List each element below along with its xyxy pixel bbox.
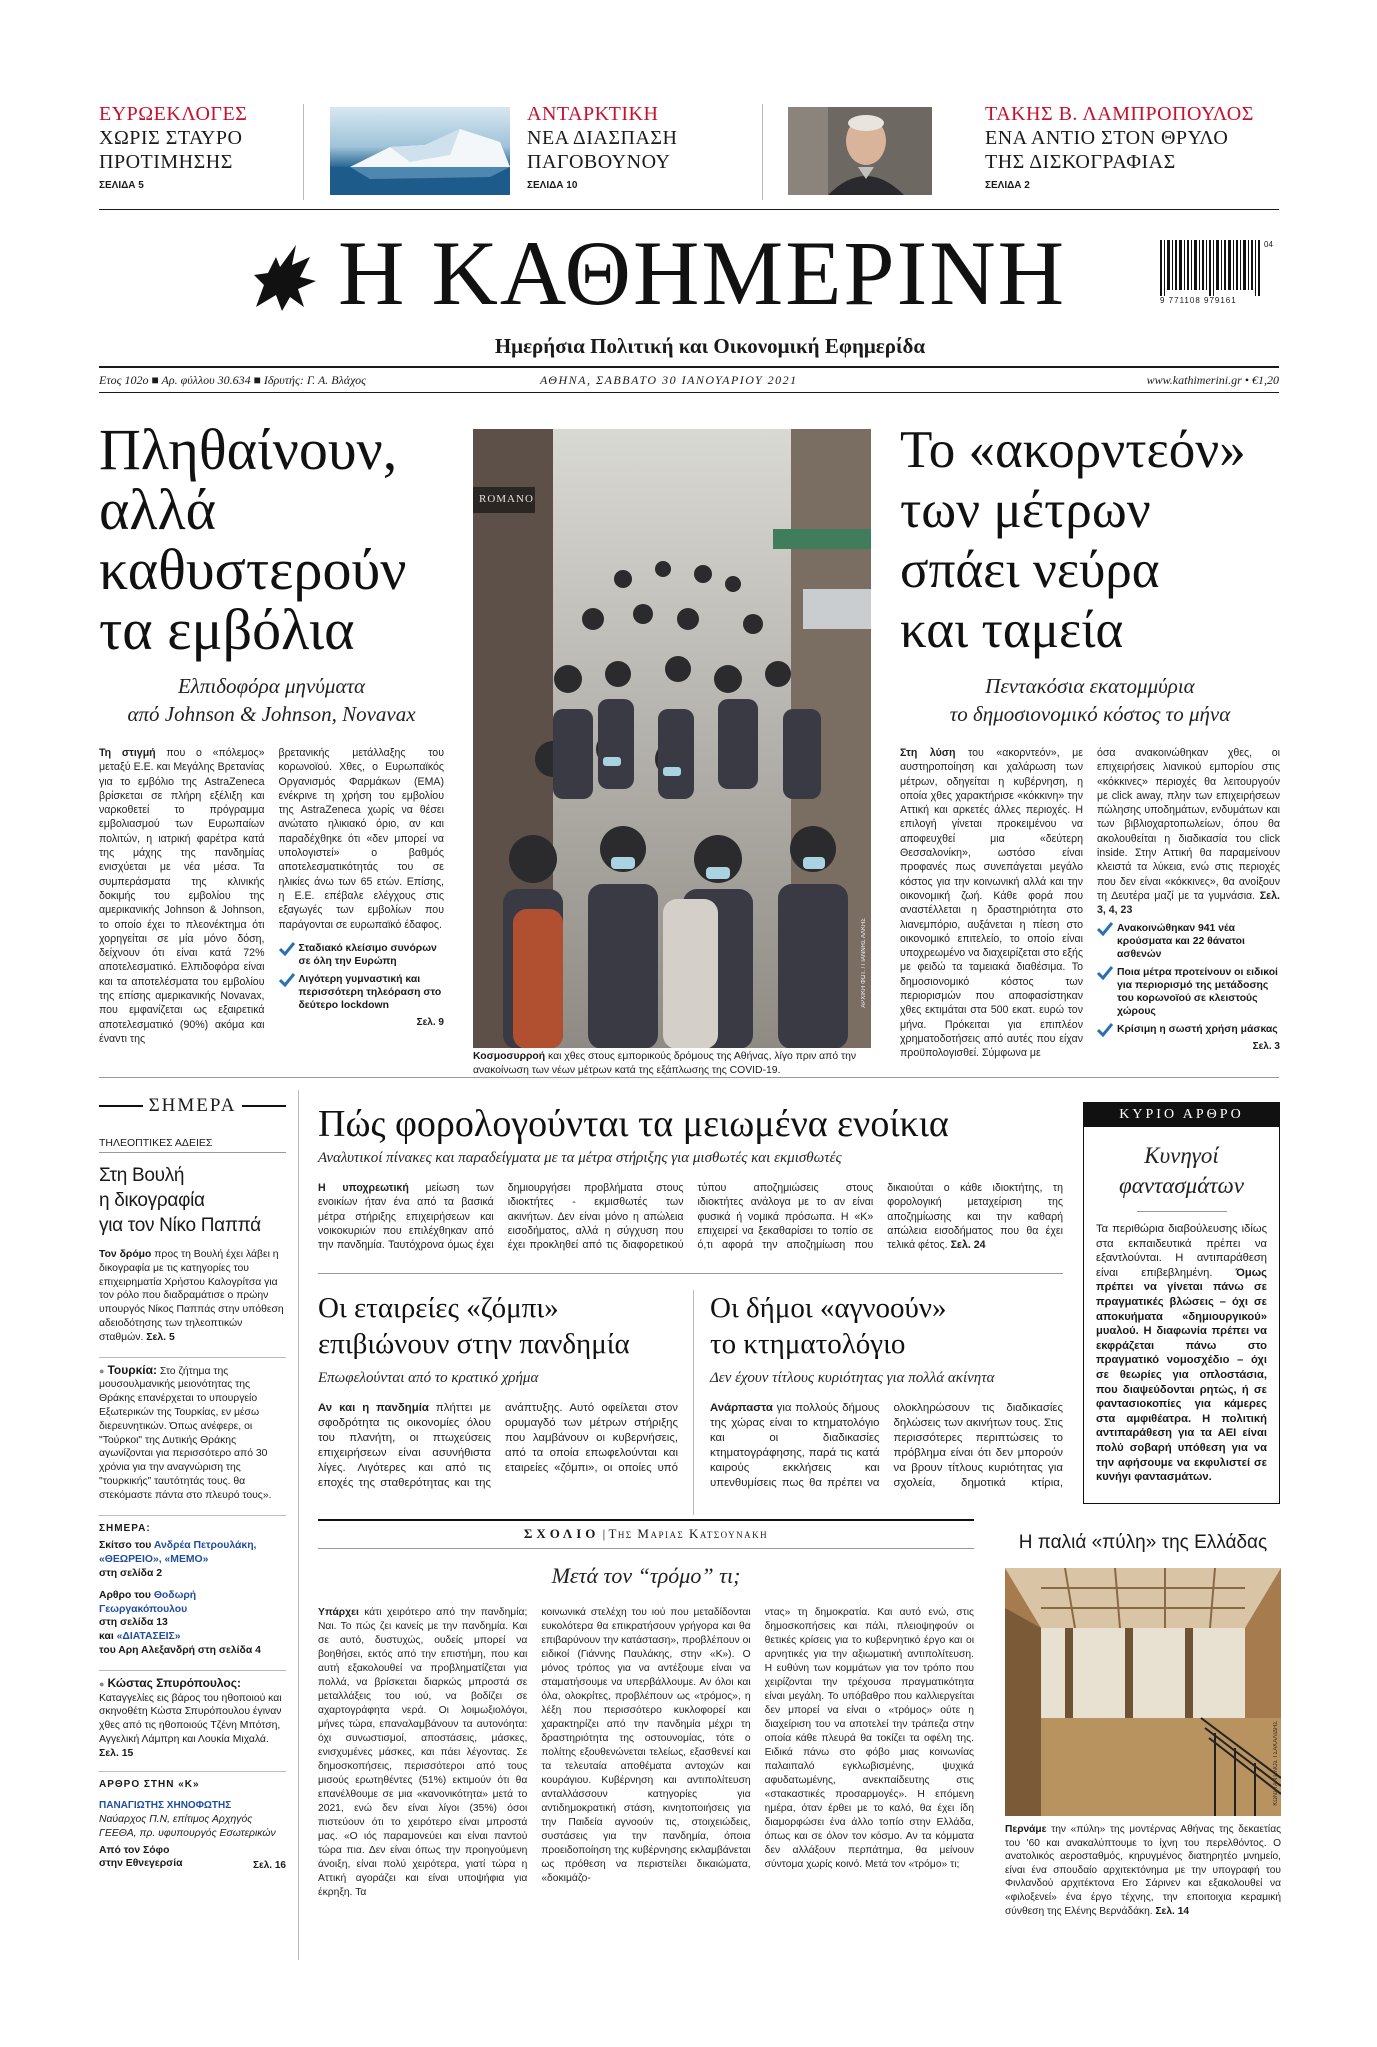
crowd-photo[interactable] <box>473 429 871 1048</box>
divider <box>303 104 304 200</box>
rent-article[interactable] <box>318 1102 1063 1253</box>
teaser-title-line: ΤΗΣ ΔΙΣΚΟΓΡΑΦΙΑΣ <box>985 151 1176 173</box>
crowd-street-image <box>473 429 871 1048</box>
top-rule <box>99 209 1279 210</box>
shop-sign: ROMANO <box>479 493 534 505</box>
dateline-center: ΑΘΗΝΑ, ΣΑΒΒΑΤΟ 30 ΙΑΝΟΥΑΡΙΟΥ 2021 <box>540 373 798 387</box>
masthead-rule <box>99 366 1279 368</box>
teaser-title-line: ΠΡΟΤΙΜΗΣΗΣ <box>99 151 233 173</box>
rule <box>318 1273 1063 1274</box>
barcode-icon <box>1160 240 1272 296</box>
griffin-logo <box>246 237 322 317</box>
article-body: Η υποχρεωτική μείωση των ενοικίων ήταν ένα από τα βασικά μέτρα στήριξης επιχειρήσεων και νοικοκυριών που επιλέχθηκαν από την πανδημία. Ταυτόχρονα όμως έχει δημιουργήσει προβλήματα στους ιδιοκτήτες - εκμισθωτές των ακινήτων. Δεν είναι μόνο η απώλεια εισοδήματος, αλλά η σύγχυση που έχει προκληθεί από τις διαφορετικού τύπου αποζημιώσεις στους ιδιοκτήτες ανάλογα με το αν είναι φυσικά ή νομικά πρόσωπα. Η «Κ» επιχειρεί να ξεκαθαρίσει το τοπίο σε ό,τι αφορά την αποζημίωση που δικαιούται ο κάθε ιδιοκτήτης, τη φορολογική μεταχείριση της αποζημίωσης και την καθαρή απώλεια εισοδήματος που θα έχει τελικά φέτος. Σελ. 24 <box>318 1182 1063 1252</box>
related-item[interactable]: Σταδιακό κλείσιμο συνόρων σε όλη την Ευρώπη <box>279 942 445 968</box>
teaser-page-ref: ΣΕΛΙΔΑ 10 <box>527 180 578 191</box>
link[interactable]: «ΔΙΑΤΑΣΕΙΣ» <box>116 1631 181 1643</box>
k-article: ΑΡΘΡΟ ΣΤΗΝ «Κ» ΠΑΝΑΓΙΩΤΗΣ ΧΗΝΟΦΩΤΗΣ Ναύαρχος Π.Ν, επίτιμος Αρχηγός ΓΕΕΘΑ, πρ. υφυπουργός Εσωτερικών Από τον Σόφο στην Εθνεγερσία Σελ. 16 <box>99 1771 286 1874</box>
related-item[interactable]: Ποια μέτρα προτείνουν οι ειδικοί για περιορισμό της μετάδοσης του κορωνοϊού σε κλειστούς χώρους <box>1097 966 1280 1018</box>
today-list: ΣΗΜΕΡΑ: Σκίτσο του Ανδρέα Πετρουλάκη, «ΘΕΩΡΕΙΟ», «ΜΕΜΟ» στη σελίδα 2 Αρθρο του Θοδωρή Γεωργακόπουλου στη σελίδα 13 και «ΔΙΑΤΑΣΕΙΣ» του Αρη Αλεξανδρή στη σελίδα 4 <box>99 1515 286 1658</box>
editorial-text: Τα περιθώρια διαβούλευσης ιδίως στα εκπαιδευτικά πρέπει να εξαντλούνται. Η αντιπαράθεση είναι επιβεβλημένη. Όμως πρέπει να γίνεται πάνω σε πραγματικές βλώσεις – όχι σε αποκυήματα «δημιουργικού» μυαλού. Η διαφωνία πρέπει να εκφράζεται πάνω στο πραγματικό νομοσχέδιο – όχι σε θεωρίες για οπλοστάσια, που διαψεύδονται ρητώς, ή σε φαντασιοκοπίες για κάμερες στα αμφιθέατρα. Η πολιτική αντιπαράθεση για τα ΑΕΙ είναι πολύ σοβαρή υπόθεση για να την αφήσουμε να εκφυλιστεί σε κυνήγι φαντασμάτων. <box>1096 1223 1267 1484</box>
comment-col: κοινωνικά στελέχη του ιού που μεταδίδονται ευκολότερα θα επικρατήσουν γρήγορα και θα επιβαρύνουν την κατάσταση», προβλέπουν οι ειδικοί (Γιάννης Παυλάκης, στην «Κ»). Ο μόνος τρόπος για να αντέξουμε είναι να σταματήσουμε να υπερβάλλουμε. Αν όλοι και όλα, ολοκρίτες, προβλέπουν ως «τρόμος», η λέξη που περισσότερο κυκλοφορεί και χαρακτηρίζει από την πανδημία μέχρι τη δραστηριότητα της οστουνομίας, τότε ο πολίτης εξουθενώνεται τελείως, εξασθενεί και τα τελευταία αποθέματα αντοχών και κουράγιου. Κυβέρνηση και αντιπολίτευση ανταλλάσσουν κατηγορίες για αντιδημοκρατική στάση, κινητοποιήσεις για την Παιδεία αγνοούν τις, στοιχειώδεις, συστάσεις για την πανδημία, όποια προειδοποίηση της κυβέρνησης εκλαμβάνεται ως πρόθεση να περιστείλει δικαιώματα, «δοκιμάζο- <box>541 1607 751 1884</box>
link[interactable]: Ανδρέα Πετρουλάκη, <box>153 1540 257 1552</box>
check-icon <box>279 942 295 956</box>
section-rule <box>99 1077 1279 1078</box>
griffin-icon <box>246 237 322 317</box>
today-sidebar <box>99 1095 286 1873</box>
lead-body-col: βρετανικής μετάλλαξης του κορωνοϊού. Χθες, ο Ευρωπαϊκός Οργανισμός Φαρμάκων (EMA) ενέκρινε τη χρήση του εμβολίου της AstraZeneca χωρίς να θέσει ανώτατο ηλικιακό όριο, αν και παραδέχθηκε ότι «δεν μπορεί να υπολογιστεί» ο βαθμός αποτελεσματικότητάς του σε ηλικίες άνω των 65 ετών. Επίσης, η Ε.Ε. επέβαλε ελέγχους στις εξαγωγές των εμβολίων που παράγονται σε ευρωπαϊκό έδαφος. Σταδιακό κλείσιμο συνόρων σε όλη την Ευρώπη Λιγότερη γυμναστική και περισσότερη τηλεόραση στο δεύτερο lockdown Σελ. 9 <box>278 747 444 1028</box>
rule <box>318 1519 974 1521</box>
today-section: ΤΗΛΕΟΠΤΙΚΕΣ ΑΔΕΙΕΣ <box>99 1137 286 1153</box>
article-headline: Πώς φορολογούνται τα μειωμένα ενοίκια <box>318 1103 949 1145</box>
photo-credit: ΑΡΧΙΚΗ ΦΩΤ. / ΓΙΑΝΝΗΣ ΑΛΚΗΣ <box>861 918 867 1008</box>
comment-col: ντας» τη δημοκρατία. Και αυτό ενώ, στις δημοσκοπήσεις και πάλι, πλειοψηφούν οι θετικές κρίσεις για το κυβερνητικό έργο και οι αρνητικές για την αξιωματική αντιπολίτευση. Η ευθύνη των κομμάτων για τον τρόπο που χειρίζονται την τρέχουσα πραγματικότητα είναι μεγάλη. Το υπόβαθρο που καλλιεργείται δεν μπορεί να είναι ο «τρόμος» ούτε η διαχείριση του να αποτελεί την τράπεζα στην οποία κάθε πλευρά θα τοκίζει τα οφέλη της. Ειδικά πάνω στο φόβο μιας κοινωνίας παλαιπαλό εγκλωβισμένης, ψυχικά αφυδατωμένης, ανεκπαίδευτης στις «στακαστικές προσαρμογές». Η επόμενη ημέρα, όταν έρθει με το καλό, θα έχει ίδη διαμορφώσει ένα άλλο τοπίο στην Ελλάδα, όπως και σε όλον τον κόσμο. Αν τα κόμματα δεν αλλάξουν περπάτημα, θα μείνουν σύντομα χωρίς κοινό. Μετά τον «τρόμο» τι; <box>764 1607 974 1870</box>
check-icon <box>1097 966 1113 980</box>
article-body: Ανάρπαστα για πολλούς δήμους της χώρας είναι το κτηματολόγιο και οι διαδικασίες κτηματογράφησης, παρά τις κατά καιρούς εκκλήσεις και υπενθυμίσεις πως θα πρέπει να ολοκληρώσουν τις διαδικασίες δηλώσεις των ακινήτων τους. Στις περισσότερες περιπτώσεις το πρόβλημα είναι ότι δεν μπορούν να βρουν τίτλους κυριότητας για σχολεία, δημοτικά κτίρια, <box>710 1402 1063 1489</box>
gate-photo[interactable] <box>1005 1568 1281 1816</box>
link[interactable]: Θοδωρή Γεωργακόπουλου <box>99 1589 197 1615</box>
related-list <box>1097 922 1280 1036</box>
article-subhead: Επωφελούνται από το κρατικό χρήμα <box>318 1370 539 1386</box>
editorial-label: ΚΥΡΙΟ ΑΡΘΡΟ <box>1084 1103 1279 1127</box>
comment-col: Υπάρχει κάτι χειρότερο από την πανδημία; Ναι. Το πώς ζει κανείς με την πανδημία. Και σε αυτό, δυστυχώς, ουδείς μπορεί να βοηθήσει, εκτός από την επιστήμη, που και αυτή εξακολουθεί να προβληματίζεται για πολλά, να βρίσκεται διαρκώς μπροστά σε μεταλλάξεις του ιού, να βοδίζει σε αχαρτογράφητα νερά. Οι λοιμωξιολόγοι, μήνες τώρα, επαναλαμβάνουν τα αυτονόητα: όχι συνωστισμοί, αποστάσεις, μάσκες, ενισχυμένες μάσκες, και πάει λέγοντας. Σε δημοσκοπήσεις, περισσότεροι από τους μισούς ερωτηθέντες (51%) εκτιμούν ότι θα επανέλθουμε σε μια «κανονικότητα» μετά το 2021, ενώ δεν είναι λίγοι (35%) όσοι πιστεύουν ότι το χειρότερο είναι μπροστά μας. «Ο ιός παραμονεύει και είναι παντού τώρα πια. Δεν είναι όπως την προηγούμενη άνοιξη, είναι πολύ χειρότερα, γιατί τώρα η Αττική αγοράζει και είναι υποψήφια για έκρηξη. Τα <box>318 1607 528 1898</box>
teaser-page-ref: ΣΕΛΙΔΑ 2 <box>985 180 1030 191</box>
masthead-title: Η ΚΑΘΗΜΕΡΙΝΗ <box>338 222 1067 324</box>
link[interactable]: «ΘΕΩΡΕΙΟ», «ΜΕΜΟ» <box>99 1554 209 1566</box>
photo-caption: Κοσμοσυρροή και χθες στους εμπορικούς δρόμους της Αθήνας, λίγο πριν από την ανακοίνωση των νέων μέτρων κατά της εξάπλωσης της COVID-19. <box>473 1051 857 1076</box>
lead-subhead: Πεντακόσια εκατομμύρια το δημοσιονομικό κόστος το μήνα <box>949 674 1231 726</box>
lead-vaccines[interactable] <box>99 417 444 1072</box>
teaser-kicker: ΕΥΡΩΕΚΛΟΓΕΣ <box>99 103 248 125</box>
teaser-kicker: ΤΑΚΗΣ Β. ΛΑΜΠΡΟΠΟΥΛΟΣ <box>985 103 1254 125</box>
teaser-elections[interactable] <box>99 103 299 191</box>
related-list <box>279 942 445 1012</box>
column-divider <box>298 1090 299 1960</box>
barcode <box>1160 240 1280 310</box>
turkey-story: ● Τουρκία: Στο ζήτημα της μουσουλμανικής μειονότητας της Θράκης επανέρχεται το υπουργείο Εξωτερικών της Τουρκίας, εν μέσω διερευνητικών. Όπως ανέφερε, οι "Τούρκοι" της Δυτικής Θράκης αγωνίζονται για περισσότερο από 30 χρόνια για την αναγνώριση της "τουρκικής" ταυτότητάς τους. θα στεκόμαστε πάντα στο πλευρό τους». <box>99 1357 286 1503</box>
lead-headline: Πληθαίνουν, αλλά καθυστερούν τα εμβόλια <box>99 417 407 662</box>
barcode-issue: 04 <box>1264 240 1273 249</box>
check-icon <box>1097 1023 1113 1037</box>
lead-accordion[interactable] <box>900 420 1280 1072</box>
teaser-antarctica[interactable] <box>527 103 727 191</box>
spyropoulos-story: ● Κώστας Σπυρόπουλος: Καταγγελίες εις βάρος του ηθοποιού και σκηνοθέτη Κώστα Σπυρόπουλου έγιναν χθες από τις ηθοποιούς Τζένη Μπότση, Αγγελική Λάμπρη και Λουκία Μιχαλά. Σελ. 15 <box>99 1670 286 1761</box>
zombie-article[interactable] <box>318 1290 678 1501</box>
dateline-rule <box>99 392 1279 393</box>
page-ref: Σελ. 3 <box>1252 1041 1280 1052</box>
gate-title: Η παλιά «πύλη» της Ελλάδας <box>1018 1532 1268 1553</box>
teaser-title-line: ΕΝΑ ΑΝΤΙΟ ΣΤΟΝ ΘΡΥΛΟ <box>985 127 1229 149</box>
page-ref: Σελ. 9 <box>416 1017 444 1028</box>
today-story: Τον δρόμο προς τη Βουλή έχει λάβει η δικογραφία με τις κατηγορίες του επιχειρηματία Χρήστου Καλογρίτσα για τον ρόλο που διαδραμάτισε ο πρώην υπουργός Νίκος Παππάς στην υπόθεση αδειοδότησης των τηλεοπτικών σταθμών. Σελ. 5 <box>99 1249 284 1343</box>
column-divider <box>693 1290 694 1515</box>
cadastre-article[interactable] <box>710 1290 1063 1501</box>
barcode-number: 9 771108 979161 <box>1160 296 1237 305</box>
editorial-title: Κυνηγοί φαντασμάτων <box>1119 1143 1244 1198</box>
teaser-title-line: ΧΩΡΙΣ ΣΤΑΥΡΟ <box>99 127 243 149</box>
today-label: ΣΗΜΕΡΑ <box>148 1095 237 1116</box>
terminal-interior-image <box>1005 1568 1281 1816</box>
article-headline: Οι εταιρείες «ζόμπι» επιβιώνουν στην πανδημία <box>318 1292 630 1360</box>
comment-header: ΣΧΟΛΙΟ | Της Μαριας Κατσουνακη <box>523 1526 769 1541</box>
dateline-left: Ετος 102ο ■ Αρ. φύλλου 30.634 ■ Ιδρυτής: Γ. Α. Βλάχος <box>99 373 366 387</box>
article-subhead: Δεν έχουν τίτλους κυριότητας για πολλά ακίνητα <box>710 1370 995 1386</box>
teaser-kicker: ΑΝΤΑΡΚΤΙΚΗ <box>527 103 659 125</box>
gate-caption: Περνάμε την «πύλη» της μοντέρνας Αθήνας της δεκαετίας του '60 και ανακαλύπτουμε το ίχνη του περελθόντος. Ο ανατολικός αεροσταθμός, κηρυγμένος διατηρητέο μνημείο, είναι ένα σπουδαίο αρχιτεκτόνημα με την υπογραφή του Φινλανδού αρχιτέκτονα Ero Σάρινεν και εξακολουθεί να «φιλοξενεί» ένα έργο τέχνης, την εποιτοιχια κεραμική σύνθεση της Ελένης Βερνάδάκη. Σελ. 14 <box>1005 1824 1281 1917</box>
iceberg-photo[interactable] <box>330 107 510 195</box>
lead-subhead: Ελπιδοφόρα μηνύματα από Johnson & Johnson, Novavax <box>127 674 416 726</box>
lead-body-col: Τη στιγμή που ο «πόλεμος» μεταξύ Ε.Ε. και Μεγάλης Βρετανίας για το εμβόλιο της AstraZeneca βρίσκεται σε πλήρη εξέλιξη και ναρκοθετεί το πρόγραμμα εμβολιασμού των Ευρωπαίων πολιτών, η ιατρική φαρέτρα κατά της μάχης της πανδημίας ενισχύεται με νέα μέσα. Τα συμπεράσματα της κλινικής δοκιμής του εμβολίου της αμερικανικής Johnson & Johnson, το οποίο έχει το πλεονέκτημα ότι χορηγείται σε μία μόνο δόση, δείχνουν ότι είναι κατά 72% αποτελεσματικό. Ελπιδοφόρα είναι και τα αποτελέσματα του εμβολίου της επίσης αμερικανικής Novavax, που εμφανίζεται ως εξαιρετικά αποτελεσματικό (90%) ακόμα και έναντι της <box>99 747 265 1045</box>
portrait-photo[interactable] <box>788 107 932 195</box>
lead-headline: Το «ακορντεόν» των μέτρων σπάει νεύρα και ταμεία <box>900 421 1246 659</box>
editorial-box[interactable] <box>1083 1102 1280 1504</box>
rule <box>318 1548 974 1549</box>
today-headline[interactable]: Στη Βουλή η δικογραφία για τον Νίκο Παππά <box>99 1165 261 1236</box>
photo-credit: ΚΩΝΣΤΑΝΤΙΝΟΣ ΤΣΑΚΑΛΙΔΗΣ <box>1273 1721 1279 1806</box>
related-item[interactable]: Ανακοινώθηκαν 941 νέα κρούσματα και 22 θάνατοι ασθενών <box>1097 922 1280 961</box>
comment-title: Μετά τον “τρόμο” τι; <box>551 1563 741 1588</box>
related-item[interactable]: Κρίσιμη η σωστή χρήση μάσκας <box>1097 1023 1280 1036</box>
related-item[interactable]: Λιγότερη γυμναστική και περισσότερη τηλεόραση στο δεύτερο lockdown <box>279 973 445 1012</box>
tagline: Ημερήσια Πολιτική και Οικονομική Εφημερίδα <box>494 334 926 358</box>
article-headline: Οι δήμοι «αγνοούν» το κτηματολόγιο <box>710 1292 947 1360</box>
comment-body <box>318 1606 974 1926</box>
teaser-title-line: ΠΑΓΟΒΟΥΝΟΥ <box>527 151 671 173</box>
dateline-right: www.kathimerini.gr • €1,20 <box>1146 373 1279 387</box>
teaser-page-ref: ΣΕΛΙΔΑ 5 <box>99 180 144 191</box>
teaser-title-line: ΝΕΑ ΔΙΑΣΠΑΣΗ <box>527 127 678 149</box>
check-icon <box>1097 922 1113 936</box>
article-subhead: Αναλυτικοί πίνακες και παραδείγματα με τα μέτρα στήριξης για μισθωτές και εκμισθωτές <box>318 1150 842 1166</box>
article-body: Αν και η πανδημία πλήττει με σφοδρότητα τις οικονομίες όλου του πλανήτη, οι πτωχεύσεις επιχειρήσεων είναι ασυνήθιστα λίγες. Λιγότερες και από τις εποχές της σταθερότητας και της ανάπτυξης. Αυτό οφείλεται στον ορυμαγδό των μέτρων στήριξης που λαμβάνουν οι κυβερνήσεις, από τα οποία επωφελούνται και εταιρείες «ζόμπι», οι οποίες υπό <box>318 1402 678 1489</box>
lead-body-col: όσα ανακοινώθηκαν χθες, οι επιχειρήσεις λιανικού εμπορίου στις «κόκκινες» περιοχές θα λειτουργούν με click away, πλην των επιχειρήσεων πώλησης υποδημάτων, ενδυμάτων και των βιβλιοχαρτοπωλείων, όπου θα ακολουθείται η διαδικασία του click inside. Στην Αττική θα παραμείνουν κλειστά τα λύκεια, ενώ στις περιοχές που δεν είναι «κόκκινες», θα ανοίξουν τη Δευτέρα μαζί με τα γυμνάσια. Σελ. 3, 4, 23 Ανακοινώθηκαν 941 νέα κρούσματα και 22 θάνατοι ασθενών Ποια μέτρα προτείνουν οι ειδικοί για περιορισμό της μετάδοσης του κορωνοϊού σε κλειστούς χώρους Κρίσιμη η σωστή χρήση μάσκας Σελ. 3 <box>1097 747 1280 1052</box>
divider <box>762 104 763 200</box>
man-portrait-icon <box>788 107 932 195</box>
iceberg-icon <box>330 107 510 195</box>
teaser-lambropoulos[interactable] <box>985 103 1285 191</box>
lead-body-col: Στη λύση του «ακορντεόν», με αυστηροποίηση και χαλάρωση των μέτρων, οδηγείται η κυβέρνηση, η οποία χθες χαρακτήρισε «κόκκινη» την Αττική και αρκετές άλλες περιοχές. Η επιλογή γίνεται προκειμένου να αποφευχθεί μια «δεύτερη Θεσσαλονίκη», ωστόσο είναι προφανές πως συνεπάγεται μεγάλο κόστος για την κοινωνική αλλά και την οικονομική ζωή. Κάθε φορά που αναστέλλεται η δραστηριότητα στο λιανεμπόριο, αυξάνεται η πίεση στο οικονομικό επιτελείο, το οποίο είναι υποχρεωμένο να διαχειρίζεται στο εξής με φειδώ τα ταμειακά διαθέσιμα. Το δημοσιονομικό κόστος των περιορισμών που αποφασίστηκαν χθες εκτιμάται στα 500 εκατ. ευρώ τον μήνα. Πρόκειται για επιπλέον χρηματοδοτήσεις από αυτές που είχαν προϋπολογισθεί. Σύμφωνα με <box>900 747 1083 1060</box>
check-icon <box>279 973 295 987</box>
